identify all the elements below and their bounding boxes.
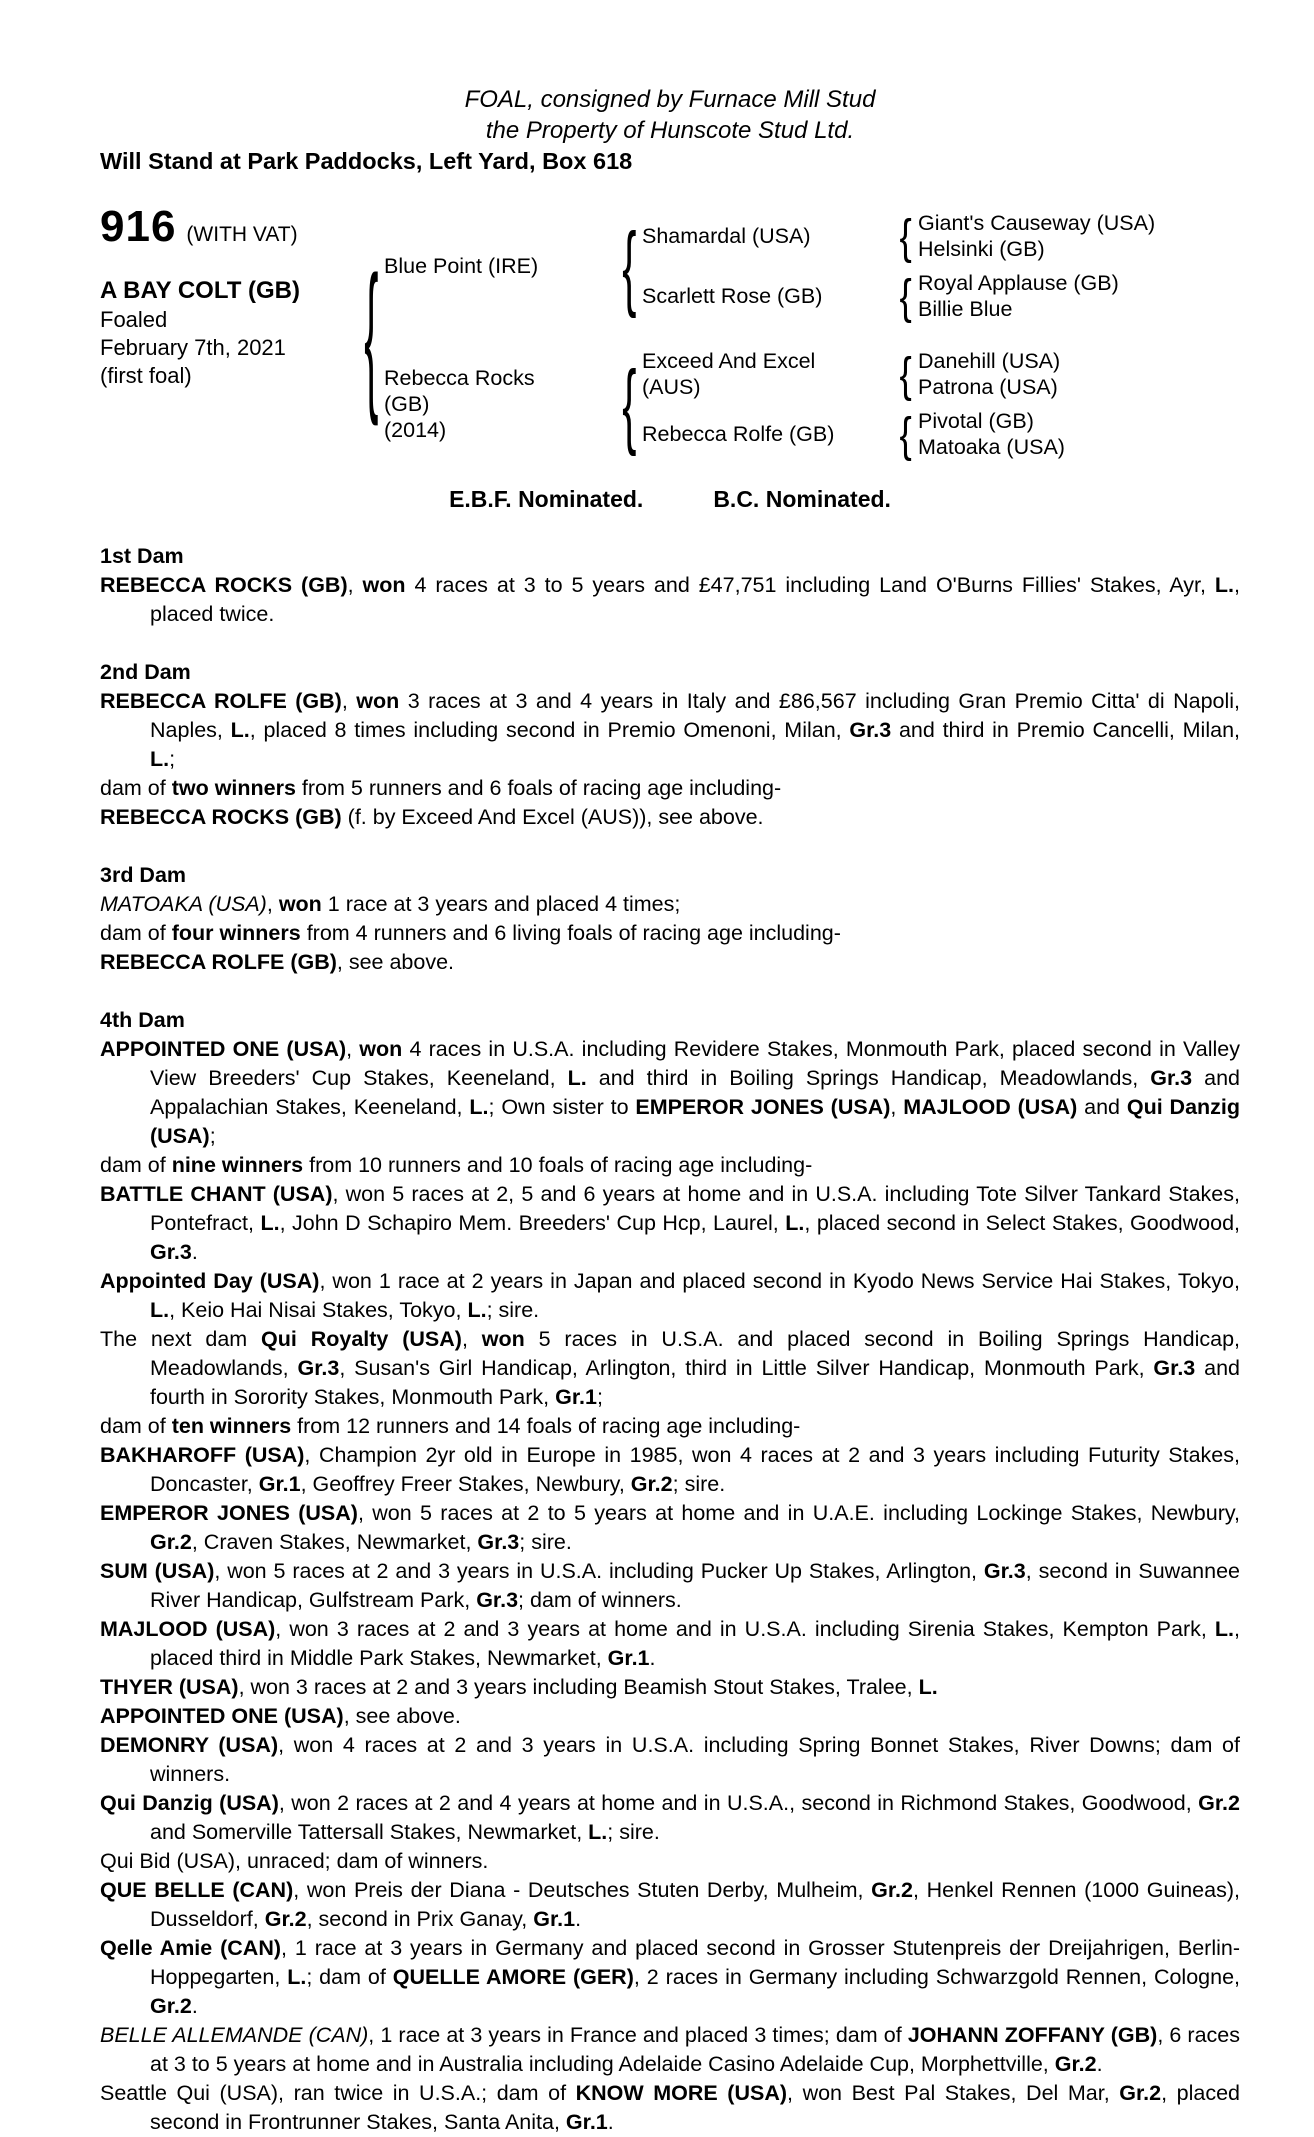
dam-heading: 4th Dam: [100, 1008, 185, 1032]
pedigree-paragraph: Appointed Day (USA), won 1 race at 2 years in Japan and placed second in Kyodo News Service Hai Stakes, Tokyo, L., Keio Hai Nisai Stakes, Tokyo, L.; sire.: [100, 1269, 1240, 1322]
pedigree-paragraph: BELLE ALLEMANDE (CAN), 1 race at 3 years in France and placed 3 times; dam of JOHANN ZOFFANY (GB), 6 races at 3 to 5 years at home and in Australia including Adelaide Casino Adelaide Cup, Morphettville, Gr.2.: [100, 2023, 1241, 2076]
pedigree-paragraph: MAJLOOD (USA), won 3 races at 2 and 3 years at home and in U.S.A. including Sirenia Stakes, Kempton Park, L., placed third in Middle Park Stakes, Newmarket, Gr.1.: [100, 1617, 1240, 1670]
sire-dam-branch: [642, 270, 1240, 322]
sire-branch: [384, 210, 1240, 322]
pedigree-paragraph: REBECCA ROCKS (GB), won 4 races at 3 to 5 years and £47,751 including Land O'Burns Fillies' Stakes, Ayr, L., placed twice.: [100, 573, 1240, 626]
ggp-name: Billie Blue: [918, 297, 1013, 321]
sire-sire-name: Shamardal (USA): [642, 224, 811, 248]
ggp-name: Matoaka (USA): [918, 435, 1065, 459]
pedigree-paragraph: dam of ten winners from 12 runners and 14 foals of racing age including-: [100, 1414, 801, 1438]
pedigree-paragraph: EMPEROR JONES (USA), won 5 races at 2 to 5 years at home and in U.A.E. including Lockinge Stakes, Newbury, Gr.2, Craven Stakes, Newmarket, Gr.3; sire.: [100, 1501, 1240, 1554]
dam-name: Rebecca Rocks (GB) (2014): [384, 366, 535, 442]
dam-sections: [100, 542, 1240, 2137]
pedigree-paragraph: QUE BELLE (CAN), won Preis der Diana - Deutsches Stuten Derby, Mulheim, Gr.2, Henkel Rennen (1000 Guineas), Dusseldorf, Gr.2, second in Prix Ganay, Gr.1.: [100, 1878, 1240, 1931]
ggp-name: Danehill (USA): [918, 349, 1061, 373]
brace-icon: {: [899, 268, 913, 324]
stand-location: Will Stand at Park Paddocks, Left Yard, Box 618: [100, 148, 633, 174]
dam-heading: 2nd Dam: [100, 660, 191, 684]
pedigree-paragraph: dam of two winners from 5 runners and 6 foals of racing age including-: [100, 776, 782, 800]
pedigree-paragraph: APPOINTED ONE (USA), won 4 races in U.S.A. including Revidere Stakes, Monmouth Park, placed second in Valley View Breeders' Cup Stakes, Keeneland, L. and third in Boiling Springs Handicap, Meadowlands, Gr.3 and Appalachian Stakes, Keeneland, L.; Own sister to EMPEROR JONES (USA), MAJLOOD (USA) and Qui Danzig (USA);: [100, 1037, 1241, 1148]
pedigree-paragraph: REBECCA ROCKS (GB) (f. by Exceed And Excel (AUS)), see above.: [100, 805, 764, 829]
lot-block: [100, 202, 1240, 460]
ebf-nomination: E.B.F. Nominated.: [449, 486, 644, 512]
dam-heading: 3rd Dam: [100, 863, 187, 887]
sire-sire-branch: [642, 210, 1240, 262]
pedigree-paragraph: SUM (USA), won 5 races at 2 and 3 years in U.S.A. including Pucker Up Stakes, Arlington, Gr.3, second in Suwannee River Handicap, Gulfstream Park, Gr.3; dam of winners.: [100, 1559, 1240, 1612]
pedigree-paragraph: BAKHAROFF (USA), Champion 2yr old in Europe in 1985, won 4 races at 2 and 3 years including Futurity Stakes, Doncaster, Gr.1, Geoffrey Freer Stakes, Newbury, Gr.2; sire.: [100, 1443, 1240, 1496]
pedigree-paragraph: The next dam Qui Royalty (USA), won 5 races in U.S.A. and placed second in Boiling Springs Handicap, Meadowlands, Gr.3, Susan's Girl Handicap, Arlington, third in Little Silver Handicap, Monmouth Park, Gr.3 and fourth in Sorority Stakes, Monmouth Park, Gr.1;: [100, 1327, 1240, 1409]
dam-heading: 1st Dam: [100, 544, 184, 568]
dam-section: [100, 542, 1240, 629]
pedigree-paragraph: DEMONRY (USA), won 4 races at 2 and 3 years in U.S.A. including Spring Bonnet Stakes, River Downs; dam of winners.: [100, 1733, 1240, 1786]
ggp-name: Pivotal (GB): [918, 409, 1034, 433]
pedigree-paragraph: APPOINTED ONE (USA), see above.: [100, 1704, 461, 1728]
dam-branch: [384, 348, 1240, 460]
pedigree-paragraph: Qui Danzig (USA), won 2 races at 2 and 4 years at home and in U.S.A., second in Richmond Stakes, Goodwood, Gr.2 and Somerville Tattersall Stakes, Newmarket, L.; sire.: [100, 1791, 1240, 1844]
dam-dam-name: Rebecca Rolfe (GB): [642, 422, 835, 446]
pedigree-paragraph: THYER (USA), won 3 races at 2 and 3 years including Beamish Stout Stakes, Tralee, L.: [100, 1675, 938, 1699]
brace-icon: {: [899, 406, 913, 462]
pedigree-paragraph: Qelle Amie (CAN), 1 race at 3 years in Germany and placed second in Grosser Stutenpreis der Dreijahrigen, Berlin-Hoppegarten, L.; dam of QUELLE AMORE (GER), 2 races in Germany including Schwarzgold Rennen, Cologne, Gr.2.: [100, 1936, 1241, 2018]
pedigree-paragraph: MATOAKA (USA), won 1 race at 3 years and placed 4 times;: [100, 892, 681, 916]
dam-section: [100, 1006, 1240, 2137]
nominations-line: [100, 486, 1240, 513]
ggp-name: Helsinki (GB): [918, 237, 1045, 261]
foaled-label: Foaled: [100, 307, 168, 332]
pedigree-paragraph: REBECCA ROLFE (GB), see above.: [100, 950, 455, 974]
ggp-name: Royal Applause (GB): [918, 271, 1119, 295]
pedigree-paragraph: dam of nine winners from 10 runners and 10 foals of racing age including-: [100, 1153, 813, 1177]
pedigree-paragraph: Qui Bid (USA), unraced; dam of winners.: [100, 1849, 489, 1873]
brace-icon: {: [621, 350, 637, 458]
brace-icon: {: [621, 212, 637, 320]
sire-dam-name: Scarlett Rose (GB): [642, 284, 823, 308]
pedigree-paragraph: Seattle Qui (USA), ran twice in U.S.A.; dam of KNOW MORE (USA), won Best Pal Stakes, Del Mar, Gr.2, placed second in Frontrunner Stakes, Santa Anita, Gr.1.: [100, 2081, 1241, 2134]
dam-sire-name: Exceed And Excel (AUS): [642, 349, 816, 399]
dam-sire-branch: [642, 348, 1240, 400]
dam-dam-branch: [642, 408, 1240, 460]
foaled-date: February 7th, 2021: [100, 335, 286, 360]
pedigree-paragraph: BATTLE CHANT (USA), won 5 races at 2, 5 and 6 years at home and in U.S.A. including Tote Silver Tankard Stakes, Pontefract, L., John D Schapiro Mem. Breeders' Cup Hcp, Laurel, L., placed second in Select Stakes, Goodwood, Gr.3.: [100, 1182, 1241, 1264]
dam-section: [100, 658, 1240, 832]
lot-description: A BAY COLT (GB): [100, 277, 301, 304]
property-line: the Property of Hunscote Stud Ltd.: [485, 117, 855, 144]
pedigree-paragraph: REBECCA ROLFE (GB), won 3 races at 3 and 4 years in Italy and £86,567 including Gran Premio Citta' di Napoli, Naples, L., placed 8 times including second in Premio Omenoni, Milan, Gr.3 and third in Premio Cancelli, Milan, L.;: [100, 689, 1241, 771]
dam-section: [100, 861, 1240, 977]
lot-number: 916: [100, 202, 177, 251]
ggp-name: Giant's Causeway (USA): [918, 211, 1156, 235]
brace-icon: {: [899, 346, 913, 402]
lot-info: [100, 202, 358, 390]
bc-nomination: B.C. Nominated.: [713, 486, 891, 512]
ggp-name: Patrona (USA): [918, 375, 1058, 399]
vat-note: (WITH VAT): [186, 223, 298, 246]
brace-icon: {: [363, 242, 379, 428]
sire-name: Blue Point (IRE): [384, 254, 539, 278]
consignment-line: FOAL, consigned by Furnace Mill Stud: [464, 86, 876, 113]
brace-icon: {: [899, 208, 913, 264]
pedigree-paragraph: dam of four winners from 4 runners and 6 living foals of racing age including-: [100, 921, 841, 945]
produce-note: (first foal): [100, 363, 192, 388]
pedigree-tree: [358, 210, 1240, 460]
